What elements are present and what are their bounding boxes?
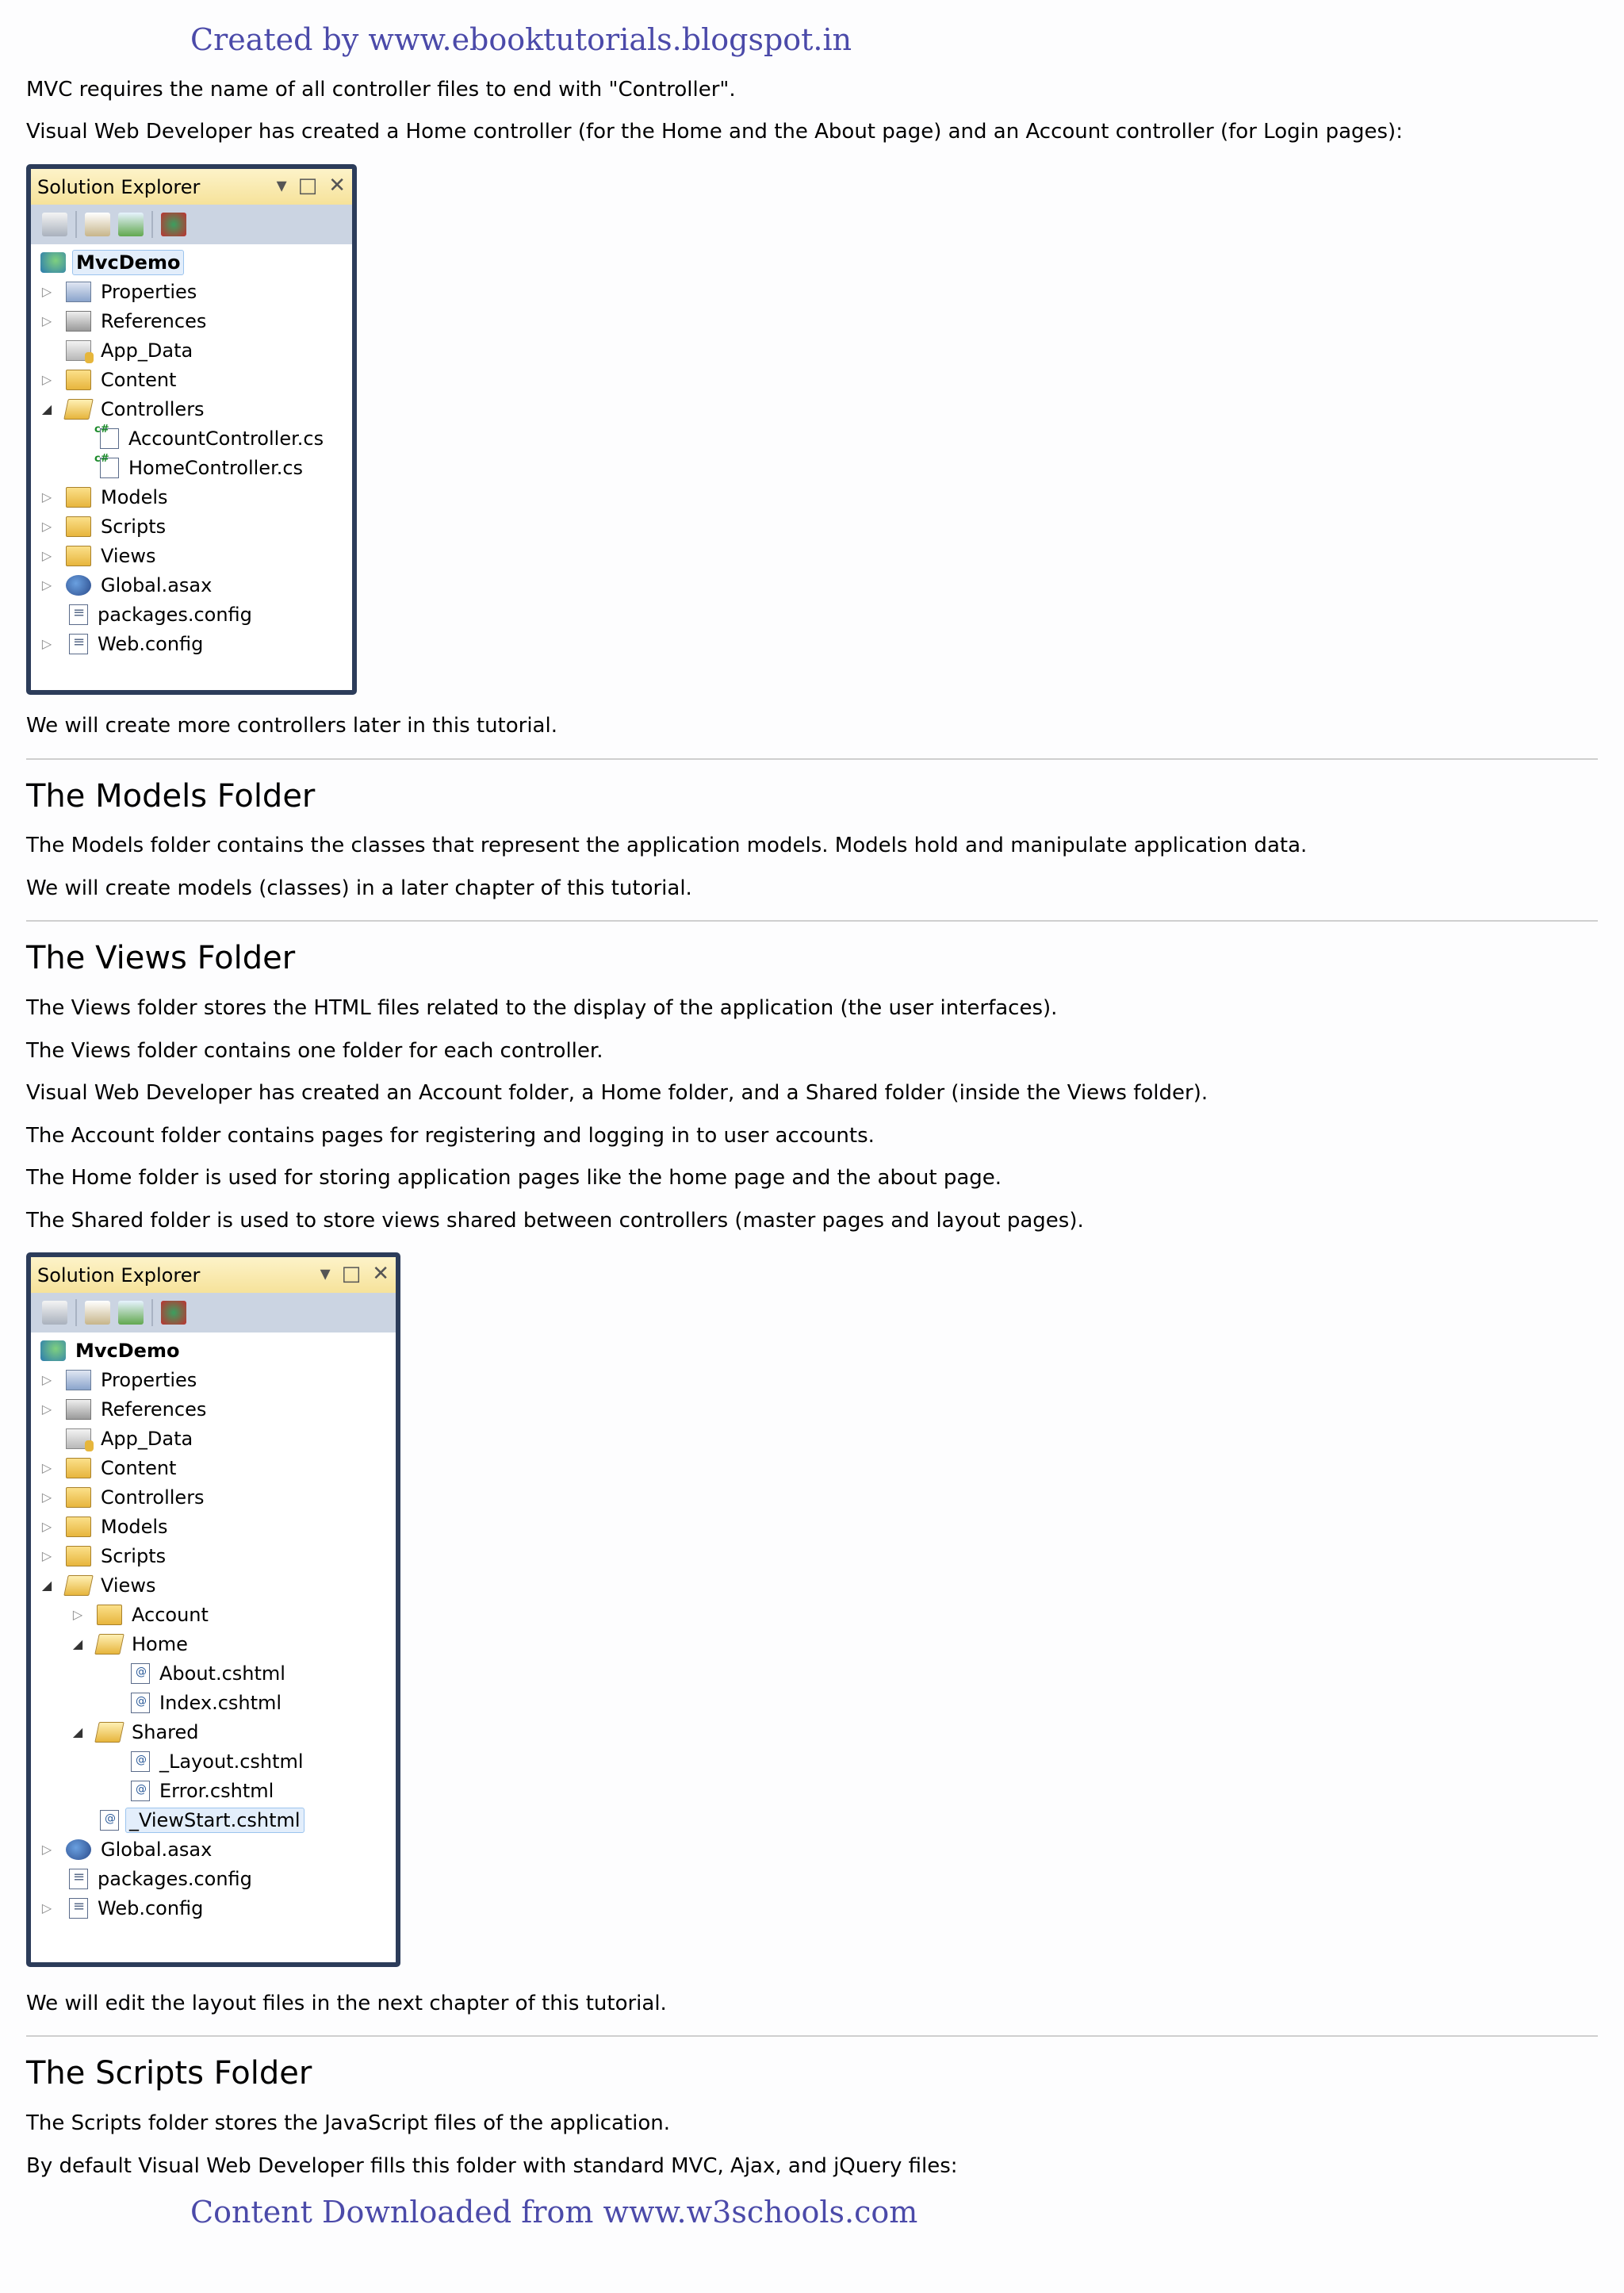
maximize-icon[interactable]: □ — [341, 1262, 362, 1286]
tree-item[interactable] — [31, 1864, 396, 1893]
collapsed-arrow-icon[interactable]: ▷ — [41, 1401, 52, 1417]
solution-explorer-title-bar — [31, 1257, 396, 1293]
class-diagram-icon[interactable] — [161, 213, 186, 236]
section-heading-scripts: The Scripts Folder — [26, 2055, 312, 2092]
folder-open-icon — [63, 399, 94, 420]
expanded-arrow-icon[interactable]: ◢ — [41, 1578, 52, 1593]
intro-paragraph: MVC requires the name of all controller files to end with "Controller". — [26, 78, 736, 102]
paragraph: Visual Web Developer has created an Account folder, a Home folder, and a Shared folder (inside the Views folder). — [26, 1081, 1208, 1105]
collapsed-arrow-icon[interactable]: ▷ — [41, 548, 52, 563]
asax-icon — [66, 1839, 91, 1860]
tree-item[interactable] — [31, 1570, 396, 1600]
props-icon — [66, 282, 91, 302]
tree-item-label: App_Data — [101, 1427, 193, 1450]
divider — [26, 2035, 1598, 2037]
config-icon — [69, 1869, 88, 1889]
tree-item-label: packages.config — [98, 1867, 252, 1890]
folder-open-icon — [94, 1722, 124, 1743]
collapsed-arrow-icon[interactable]: ▷ — [41, 284, 52, 299]
collapsed-arrow-icon[interactable]: ▷ — [41, 577, 52, 592]
config-icon — [69, 1898, 88, 1919]
cshtml-icon — [131, 1693, 150, 1713]
paragraph: We will create models (classes) in a later chapter of this tutorial. — [26, 876, 692, 900]
folder-open-icon — [63, 1575, 94, 1596]
toolbar-separator — [151, 211, 153, 238]
tree-item[interactable] — [31, 1394, 396, 1424]
tree-item-label: Scripts — [101, 1544, 167, 1567]
folder-icon — [66, 1487, 91, 1508]
cshtml-icon — [100, 1810, 119, 1831]
paragraph: The Models folder contains the classes that represent the application models. Models hold and manipulate application data. — [26, 834, 1308, 857]
maximize-icon[interactable]: □ — [297, 174, 318, 197]
class-diagram-icon[interactable] — [161, 1301, 186, 1325]
section-heading-views: The Views Folder — [26, 940, 296, 976]
collapsed-arrow-icon[interactable]: ▷ — [41, 313, 52, 328]
tree-item-label: _ViewStart.cshtml — [125, 1808, 304, 1833]
tree-item-label: Error.cshtml — [159, 1779, 274, 1802]
tree-item[interactable] — [31, 1453, 396, 1482]
solution-explorer-title: Solution Explorer — [37, 175, 201, 198]
tree-item-label: Views — [101, 544, 156, 567]
paragraph: We will create more controllers later in this tutorial. — [26, 714, 557, 738]
expanded-arrow-icon[interactable]: ◢ — [72, 1636, 83, 1651]
tree-item[interactable] — [31, 1776, 396, 1805]
tree-item-label: Global.asax — [101, 573, 213, 596]
dropdown-icon[interactable]: ▾ — [276, 174, 287, 197]
folder-icon — [66, 516, 91, 537]
tree-item-label: AccountController.cs — [128, 427, 324, 450]
appdata-icon — [66, 340, 91, 361]
paragraph: The Views folder stores the HTML files related to the display of the application (the user interfaces). — [26, 996, 1058, 1020]
cshtml-icon — [131, 1781, 150, 1801]
tree-item-label: HomeController.cs — [128, 456, 304, 479]
solution-explorer-toolbar — [31, 205, 352, 244]
collapsed-arrow-icon[interactable]: ▷ — [41, 1548, 52, 1563]
close-icon[interactable]: ✕ — [328, 174, 346, 197]
solution-tree — [31, 1332, 396, 1923]
tree-item-label: Controllers — [101, 1486, 205, 1509]
solution-explorer-toolbar — [31, 1293, 396, 1332]
tree-item[interactable] — [31, 394, 352, 424]
folder-icon — [66, 370, 91, 390]
config-icon — [69, 604, 88, 625]
tree-item[interactable] — [31, 1600, 396, 1629]
tree-item-label: Global.asax — [101, 1838, 213, 1861]
refs-icon — [66, 311, 91, 332]
solution-tree — [31, 244, 352, 658]
tree-item-label: Properties — [101, 1368, 197, 1391]
tree-item-label: Models — [101, 1515, 168, 1538]
collapsed-arrow-icon[interactable]: ▷ — [41, 1519, 52, 1534]
tree-item[interactable] — [31, 1893, 396, 1923]
tree-item[interactable] — [31, 1512, 396, 1541]
properties-button-icon[interactable] — [42, 1301, 67, 1325]
asax-icon — [66, 575, 91, 596]
solution-explorer-title: Solution Explorer — [37, 1263, 201, 1286]
tree-item[interactable] — [31, 247, 352, 277]
tree-item-label: packages.config — [98, 603, 252, 626]
cs-icon — [100, 428, 119, 449]
tree-item[interactable] — [31, 1658, 396, 1688]
tree-item[interactable] — [31, 306, 352, 336]
toolbar-separator — [151, 1299, 153, 1326]
cshtml-icon — [131, 1663, 150, 1684]
collapsed-arrow-icon[interactable]: ▷ — [72, 1607, 83, 1622]
tree-item[interactable] — [31, 1336, 396, 1365]
tree-item[interactable] — [31, 512, 352, 541]
folder-icon — [66, 487, 91, 508]
tree-item[interactable] — [31, 365, 352, 394]
paragraph: The Views folder contains one folder for each controller. — [26, 1039, 603, 1063]
expanded-arrow-icon[interactable]: ◢ — [41, 401, 52, 416]
collapsed-arrow-icon[interactable]: ▷ — [41, 489, 52, 504]
tree-item[interactable] — [31, 629, 352, 658]
tree-item-label: Content — [101, 1456, 177, 1479]
paragraph: The Home folder is used for storing application pages like the home page and the about page. — [26, 1166, 1002, 1190]
intro-paragraph: Visual Web Developer has created a Home controller (for the Home and the About page) and an Account controller (for Login pages): — [26, 120, 1403, 144]
tree-item-label: Content — [101, 368, 177, 391]
tree-item[interactable] — [31, 336, 352, 365]
show-all-files-icon[interactable] — [85, 1301, 110, 1325]
watermark-top: Created by www.ebooktutorials.blogspot.in — [190, 22, 852, 57]
tree-item-label: App_Data — [101, 339, 193, 362]
tree-item-label: Scripts — [101, 515, 167, 538]
section-heading-models: The Models Folder — [26, 778, 316, 815]
project-icon — [40, 252, 66, 273]
close-icon[interactable]: ✕ — [372, 1262, 389, 1286]
tree-item[interactable] — [31, 277, 352, 306]
folder-icon — [66, 1458, 91, 1478]
paragraph: The Account folder contains pages for registering and logging in to user accounts. — [26, 1124, 875, 1148]
tree-item-label: Views — [101, 1574, 156, 1597]
properties-button-icon[interactable] — [42, 213, 67, 236]
refresh-icon[interactable] — [118, 1301, 144, 1325]
tree-item-label: Home — [132, 1632, 188, 1655]
tree-item-label: _Layout.cshtml — [159, 1750, 304, 1773]
folder-icon — [97, 1605, 122, 1625]
tree-item[interactable] — [31, 1835, 396, 1864]
solution-explorer-1 — [26, 164, 357, 695]
tree-item-label: Shared — [132, 1720, 199, 1743]
tree-item-label: References — [101, 1398, 207, 1421]
tree-item-label: Properties — [101, 280, 197, 303]
folder-icon — [66, 1546, 91, 1566]
tree-item-label: MvcDemo — [75, 1339, 180, 1362]
paragraph: By default Visual Web Developer fills this folder with standard MVC, Ajax, and jQuery files: — [26, 2154, 958, 2178]
dropdown-icon[interactable]: ▾ — [320, 1262, 331, 1286]
tree-item[interactable] — [31, 1482, 396, 1512]
tree-item[interactable] — [31, 570, 352, 600]
paragraph: The Scripts folder stores the JavaScript files of the application. — [26, 2111, 671, 2135]
solution-explorer-2 — [26, 1252, 400, 1967]
tree-item[interactable] — [31, 1805, 396, 1835]
refs-icon — [66, 1399, 91, 1420]
tree-item-label: Index.cshtml — [159, 1691, 282, 1714]
tree-item-label: References — [101, 309, 207, 332]
project-icon — [40, 1340, 66, 1361]
tree-item[interactable] — [31, 1541, 396, 1570]
collapsed-arrow-icon[interactable]: ▷ — [41, 1460, 52, 1475]
tree-item[interactable] — [31, 1688, 396, 1717]
refresh-icon[interactable] — [118, 213, 144, 236]
tree-item[interactable] — [31, 424, 352, 453]
folder-icon — [66, 1517, 91, 1537]
toolbar-separator — [75, 211, 77, 238]
tree-item[interactable] — [31, 541, 352, 570]
tree-item[interactable] — [31, 453, 352, 482]
tree-item-label: About.cshtml — [159, 1662, 285, 1685]
collapsed-arrow-icon[interactable]: ▷ — [41, 1900, 52, 1915]
paragraph: We will edit the layout files in the next chapter of this tutorial. — [26, 1992, 667, 2015]
tree-item-label: Controllers — [101, 397, 205, 420]
collapsed-arrow-icon[interactable]: ▷ — [41, 372, 52, 387]
folder-open-icon — [94, 1634, 124, 1655]
appdata-icon — [66, 1428, 91, 1449]
solution-explorer-title-bar — [31, 169, 352, 205]
collapsed-arrow-icon[interactable]: ▷ — [41, 519, 52, 534]
collapsed-arrow-icon[interactable]: ▷ — [41, 1842, 52, 1857]
collapsed-arrow-icon[interactable]: ▷ — [41, 1372, 52, 1387]
watermark-bottom: Content Downloaded from www.w3schools.com — [190, 2195, 918, 2230]
tree-item[interactable] — [31, 1365, 396, 1394]
tree-item[interactable] — [31, 600, 352, 629]
tree-item[interactable] — [31, 1629, 396, 1658]
divider — [26, 920, 1598, 922]
paragraph: The Shared folder is used to store views shared between controllers (master pages and layout pages). — [26, 1209, 1084, 1233]
tree-item-label: Account — [132, 1603, 209, 1626]
tree-item[interactable] — [31, 1747, 396, 1776]
divider — [26, 758, 1598, 760]
props-icon — [66, 1370, 91, 1390]
tree-item[interactable] — [31, 1717, 396, 1747]
tree-item[interactable] — [31, 1424, 396, 1453]
tree-item[interactable] — [31, 482, 352, 512]
tree-item-label: Web.config — [98, 1896, 204, 1919]
tree-item-label: MvcDemo — [72, 250, 184, 275]
collapsed-arrow-icon[interactable]: ▷ — [41, 636, 52, 651]
config-icon — [69, 634, 88, 654]
show-all-files-icon[interactable] — [85, 213, 110, 236]
toolbar-separator — [75, 1299, 77, 1326]
folder-icon — [66, 546, 91, 566]
tree-item-label: Web.config — [98, 632, 204, 655]
tree-item-label: Models — [101, 485, 168, 508]
collapsed-arrow-icon[interactable]: ▷ — [41, 1490, 52, 1505]
cshtml-icon — [131, 1751, 150, 1772]
expanded-arrow-icon[interactable]: ◢ — [72, 1724, 83, 1739]
cs-icon — [100, 458, 119, 478]
